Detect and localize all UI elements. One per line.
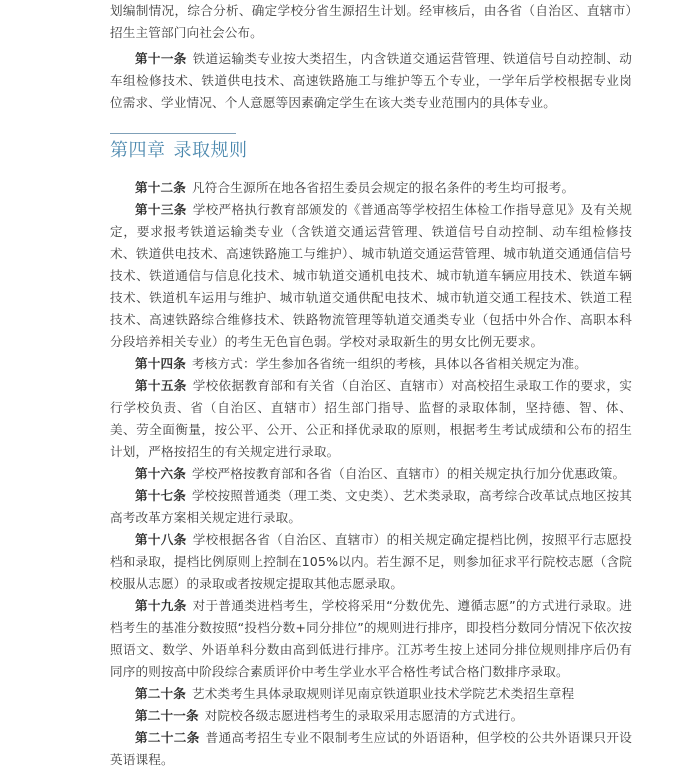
chapter-name: 录取规则 [173,140,248,161]
article-label: 第二十一条 [135,708,199,723]
article-17 [110,485,632,529]
chapter-divider [110,133,236,134]
article-label: 第十九条 [135,598,187,613]
article-label: 第十四条 [135,356,186,371]
article-text: 对院校各级志愿进档考生的录取采用志愿清的方式进行。 [204,708,524,723]
article-12 [110,177,632,199]
article-text: 铁道运输类专业按大类招生，内含铁道交通运营管理、铁道信号自动控制、动车组检修技术、铁道供电技术、高速铁路施工与维护等五个专业，一学年后学校根据专业岗位需求、学业情况、个人意愿等因素确定学生在该大类专业范围内的具体专业。 [110,51,632,110]
chapter-title [110,139,248,163]
article-13 [110,199,632,353]
article-text: 考核方式：学生参加各省统一组织的考核，具体以各省相关规定为准。 [191,356,588,371]
article-label: 第十五条 [135,378,187,393]
article-text: 学校按照普通类（理工类、文史类）、艺术类录取，高考综合改革试点地区按其高考改革方案相关规定进行录取。 [110,488,632,525]
article-label: 第二十条 [135,686,186,701]
article-label: 第十二条 [135,180,186,195]
chapter-heading [110,133,632,167]
article-label: 第十三条 [135,202,187,217]
article-15 [110,375,632,463]
document-page [110,0,632,771]
article-text: 学校根据各省（自治区、直辖市）的相关规定确定提档比例，按照平行志愿投档和录取，提档比例原则上控制在105%以内。若生源不足，则参加征求平行院校志愿（含院校服从志愿）的录取或者按规定提取其他志愿录取。 [110,532,632,591]
chapter-number: 第四章 [110,140,166,161]
article-text: 艺术类考生具体录取规则详见南京铁道职业技术学院艺术类招生章程 [191,686,575,701]
article-18 [110,529,632,595]
article-text: 普通高考招生专业不限制考生应试的外语语种，但学校的公共外语课只开设英语课程。 [110,730,633,767]
article-text: 学校严格按教育部和各省（自治区、直辖市）的相关规定执行加分优惠政策。 [191,466,626,481]
article-label: 第十一条 [135,51,187,66]
article-text: 学校依据教育部和有关省（自治区、直辖市）对高校招生录取工作的要求，实行学校负责、省（自治区、直辖市）招生部门指导、监督的录取体制，坚持德、智、体、美、劳全面衡量，按公平、公开、公正和择优录取的原则，根据考生考试成绩和公布的招生计划，严格按招生的有关规定进行录取。 [110,378,632,459]
article-label: 第二十二条 [135,730,200,745]
article-text: 学校严格执行教育部颁发的《普通高等学校招生体检工作指导意见》及有关规定，要求报考铁道运输类专业（含铁道交通运营管理、铁道信号自动控制、动车组检修技术、铁道供电技术、高速铁路施工与维护）、城市轨道交通运营管理、城市轨道交通通信信号技术、铁道通信与信息化技术、城市轨道交通机电技术、城市轨道车辆应用技术、铁道车辆技术、铁道机车运用与维护、城市轨道交通供配电技术、城市轨道交通工程技术、铁道工程技术、高速铁路综合维修技术、铁路物流管理等轨道交通类专业（包括中外合作、高职本科分段培养相关专业）的考生无色盲色弱。学校对录取新生的男女比例无要求。 [110,202,632,349]
article-text: 对于普通类进档考生，学校将采用“分数优先、遵循志愿”的方式进行录取。进档考生的基准分数按照“投档分数+同分排位”的规则进行排序，即投档分数同分情况下依次按照语文、数学、外语单科分数由高到低进行排序。江苏考生按上述同分排位规则排序后仍有同序的则按高中阶段综合素质评价中考生学业水平合格性考试合格门数排序录取。 [110,598,632,679]
article-11 [110,48,632,114]
article-19 [110,595,632,683]
intro-continuation: 划编制情况，综合分析、确定学校分省生源招生计划。经审核后，由各省（自治区、直辖市）招生主管部门向社会公布。 [110,3,632,40]
article-22 [110,727,632,771]
article-16 [110,463,632,485]
article-21 [110,705,632,727]
article-20 [110,683,632,705]
article-label: 第十六条 [135,466,186,481]
article-label: 第十八条 [135,532,187,547]
article-label: 第十七条 [135,488,187,503]
article-text: 凡符合生源所在地各省招生委员会规定的报名条件的考生均可报考。 [191,180,575,195]
article-14 [110,353,632,375]
